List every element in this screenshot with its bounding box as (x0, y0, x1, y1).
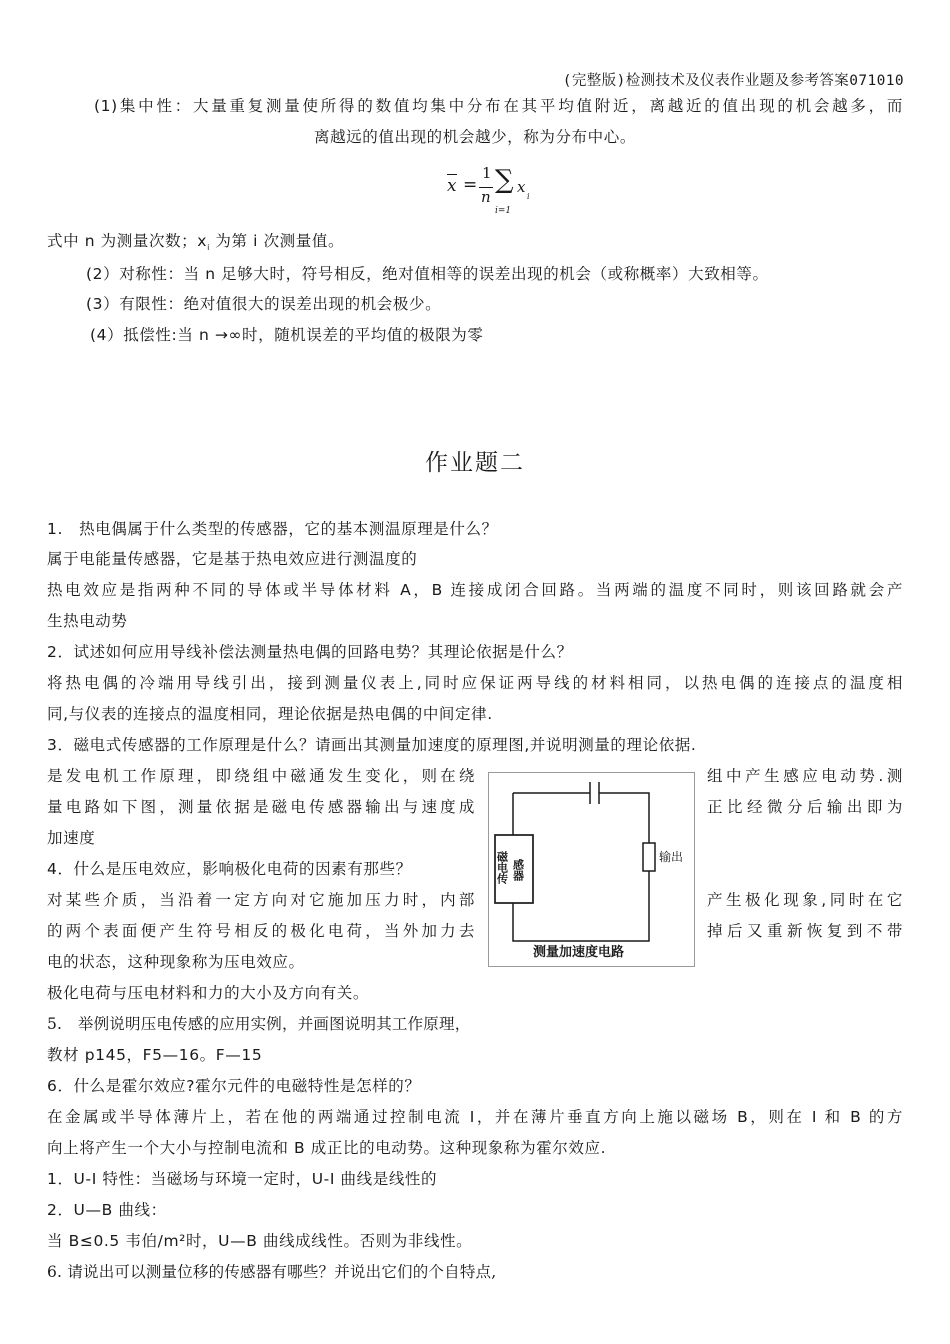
figure-caption: 测量加速度电路 (533, 945, 625, 960)
formula-num: 1 (482, 164, 492, 182)
intro-note-sub: i (207, 243, 210, 253)
q6-answer-line1: 在金属或半导体薄片上，若在他的两端通过控制电流 I，并在薄片垂直方向上施以磁场 B，则在 I 和 B 的方 (47, 1108, 903, 1126)
q4-answer-l2-right: 掉后又重新恢复到不带 (707, 922, 903, 940)
formula-lower: i=1 (495, 206, 512, 216)
q3-answer-l1-right: 组中产生感应电动势.测 (707, 767, 903, 785)
output-resistor (643, 843, 655, 871)
formula-sub: i (527, 192, 530, 201)
intro-p1-line2: 离越远的值出现的机会越少，称为分布中心。 (313, 128, 636, 146)
acceleration-circuit-figure (488, 772, 695, 967)
q2-answer-line2: 同,与仪表的连接点的温度相同，理论依据是热电偶的中间定律. (47, 705, 493, 723)
formula-sum: ∑ (495, 165, 514, 195)
q4-question: 4．什么是压电效应，影响极化电荷的因素有那些？ (47, 860, 412, 878)
sensor-label-col2: 感器 (511, 859, 525, 881)
q3-question: 3．磁电式传感器的工作原理是什么？请画出其测量加速度的原理图,并说明测量的理论依据. (47, 736, 697, 754)
q2-answer-line1: 将热电偶的冷端用导线引出，接到测量仪表上,同时应保证两导线的材料相同，以热电偶的连接点的温度相 (47, 674, 903, 692)
circuit-wire-top-b (599, 793, 649, 843)
output-label: 输出 (659, 850, 684, 864)
sensor-label-col1: 磁电传 (495, 851, 509, 884)
q4-answer-l4: 极化电荷与压电材料和力的大小及方向有关。 (47, 984, 370, 1002)
intro-p2: (2）对称性：当 n 足够大时，符号相反，绝对值相等的误差出现的机会（或称概率）大致相等。 (86, 265, 769, 283)
q4-answer-l1-left: 对某些介质，当沿着一定方向对它施加压力时，内部 (47, 891, 475, 909)
circuit-diagram (489, 773, 694, 966)
page-header: (完整版)检测技术及仪表作业题及参考答案071010 (562, 73, 904, 89)
q6-item-1: 1．U-I 特性：当磁场与环境一定时，U-I 曲线是线性的 (47, 1170, 438, 1188)
q4-answer-l2-left: 的两个表面便产生符号相反的极化电荷，当外加力去 (47, 922, 475, 940)
intro-note (47, 230, 344, 259)
q5-question: 5. 举例说明压电传感的应用实例，并画图说明其工作原理， (47, 1015, 471, 1033)
q2-question: 2．试述如何应用导线补偿法测量热电偶的回路电势？其理论依据是什么？ (47, 643, 573, 661)
q5-answer: 教材 p145，F5—16。F—15 (47, 1046, 263, 1064)
intro-p4: (4）抵偿性:当 n →∞时，随机误差的平均值的极限为零 (90, 326, 484, 344)
q1-question: 1. 热电偶属于什么类型的传感器，它的基本测温原理是什么？ (47, 520, 498, 538)
intro-note-b: 为第 i 次测量值。 (209, 232, 345, 250)
q6-item-3: 当 B≤0.5 韦伯/m²时，U—B 曲线成线性。否则为非线性。 (47, 1232, 473, 1250)
formula-var: x (517, 178, 526, 196)
mean-formula (445, 164, 565, 224)
q1-answer-2-line1: 热电效应是指两种不同的导体或半导体材料 A，B 连接成闭合回路。当两端的温度不同时，则该回路就会产 (47, 581, 903, 599)
q3-answer-l2-right: 正比经微分后输出即为 (707, 798, 903, 816)
formula-den: n (481, 188, 491, 206)
q3-answer-l2-left: 量电路如下图，测量依据是磁电传感器输出与速度成 (47, 798, 475, 816)
section-title: 作业题二 (425, 450, 525, 476)
q3-answer-l3: 加速度 (47, 829, 96, 847)
intro-p3: (3）有限性：绝对值很大的误差出现的机会极少。 (86, 295, 442, 313)
q6-answer-line2: 向上将产生一个大小与控制电流和 B 成正比的电动势。这种现象称为霍尔效应. (47, 1139, 607, 1157)
q3-answer-l1-left: 是发电机工作原理，即绕组中磁通发生变化，则在绕 (47, 767, 475, 785)
intro-note-a: 式中 n 为测量次数；x (47, 232, 208, 250)
formula-lhs: x (447, 176, 457, 196)
q4-answer-l3: 电的状态，这种现象称为压电效应。 (47, 953, 305, 971)
q7-question: 6. 请说出可以测量位移的传感器有哪些？并说出它们的个自特点, (47, 1263, 497, 1281)
formula-eq: = (463, 175, 478, 195)
q6-question: 6．什么是霍尔效应?霍尔元件的电磁特性是怎样的？ (47, 1077, 421, 1095)
q4-answer-l1-right: 产生极化现象,同时在它 (707, 891, 903, 909)
q6-item-2: 2．U—B 曲线： (47, 1201, 167, 1219)
intro-p1-line1: (1)集中性：大量重复测量使所得的数值均集中分布在其平均值附近，离越近的值出现的机会越多，而 (94, 97, 903, 115)
q1-answer-2-line2: 生热电动势 (47, 612, 128, 630)
q1-answer-1: 属于电能量传感器，它是基于热电效应进行测温度的 (47, 550, 418, 568)
